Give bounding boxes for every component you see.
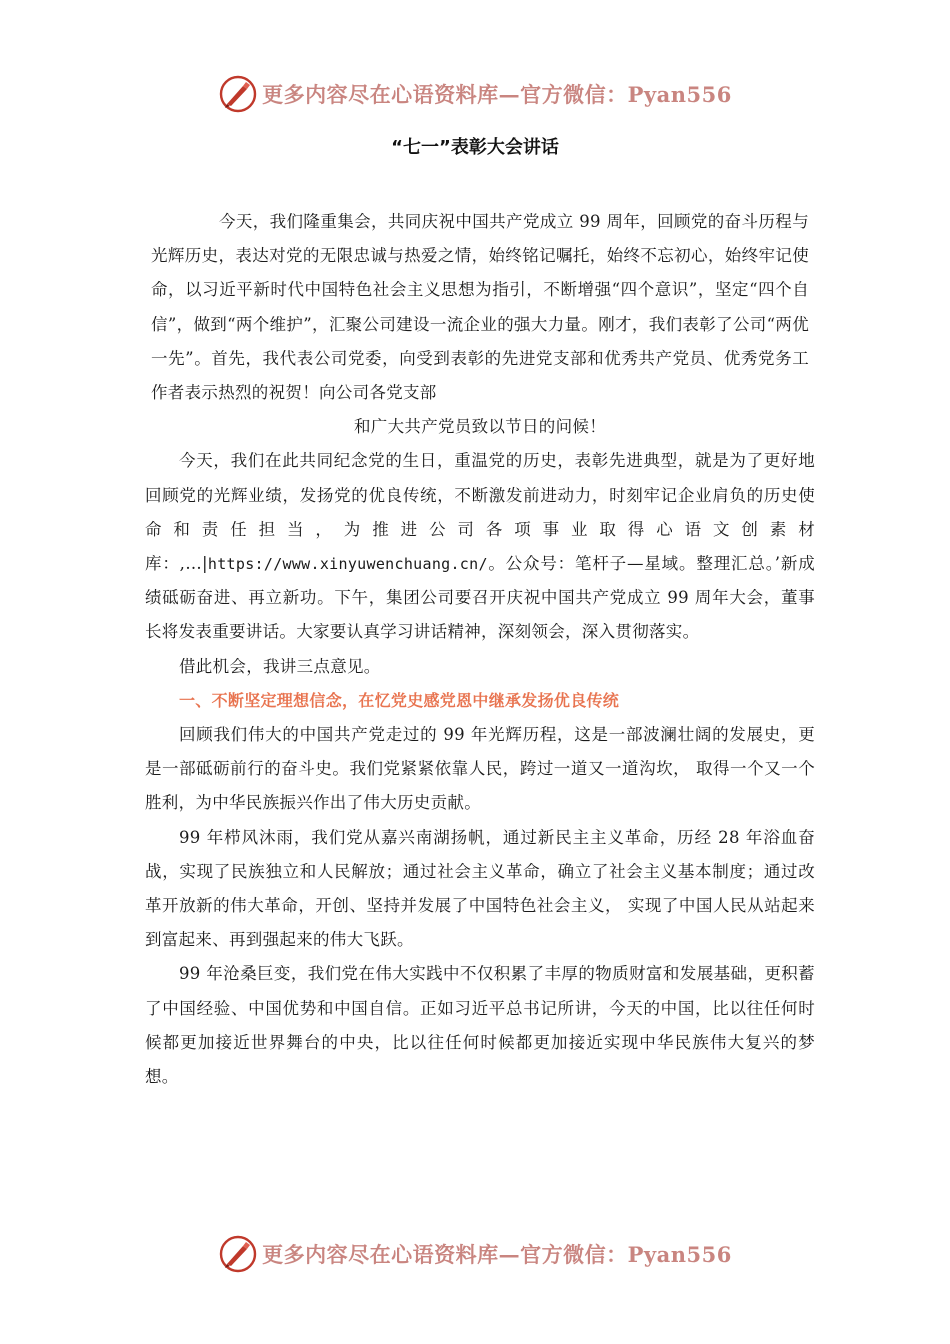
intro-last-line: 和广大共产党员致以节日的问候！ [354, 417, 606, 437]
pen-logo-icon [218, 74, 258, 114]
paragraph-history: 回顾我们伟大的中国共产党走过的 99 年光辉历程，这是一部波澜壮阔的发展史，更是一部砥砺前行的奋斗史。我们党紧紧依靠人民，跨过一道又一道沟坎， 取得一个又一个胜利，为中华民族振兴作出了伟大历史贡献。 [145, 725, 815, 813]
paragraph-text: 。公众号：笔杆子—星域。整理汇总。’新成绩砥砺奋进、再立新功。下午，集团公司要召开庆祝中国共产党成立 99 周年大会，董事长将发表重要讲话。大家要认真学习讲话精神，深刻领会，深入贯彻落实。 [145, 554, 815, 642]
footer-banner-text: 更多内容尽在心语资料库—官方微信：Pyan556 [262, 1242, 732, 1267]
paragraph-text: 今天，我们在此共同纪念党的生日，重温党的历史，表彰先进典型，就是为了更好地回顾党的光辉业绩，发扬党的优良传统，不断激发前进动力，时刻牢记企业肩负的历史使命和责任担当，为推进公司各项事业取得心语文创素材库：,…| [145, 451, 815, 574]
website-url: https://www.xinyuwenchuang.cn/ [207, 555, 488, 574]
document-body [145, 205, 815, 1094]
intro-paragraph: 今天，我们隆重集会，共同庆祝中国共产党成立 99 周年，回顾党的奋斗历程与光辉历史，表达对党的无限忠诚与热爱之情，始终铭记嘱托，始终不忘初心，始终牢记使命，以习近平新时代中国特色社会主义思想为指引，不断增强“四个意识”，坚定“四个自信”，做到“两个维护”，汇聚公司建设一流企业的强大力量。刚才，我们表彰了公司“两优一先”。首先，我代表公司党委，向受到表彰的先进党支部和优秀共产党员、优秀党务工作者表示热烈的祝贺！向公司各党支部 [151, 212, 809, 403]
pen-logo-icon [218, 1234, 258, 1274]
header-banner [0, 72, 950, 116]
paragraph-three-points: 借此机会，我讲三点意见。 [179, 656, 381, 676]
paragraph-revolution: 99 年栉风沐雨，我们党从嘉兴南湖扬帆，通过新民主主义革命，历经 28 年浴血奋战，实现了民族独立和人民解放；通过社会主义革命，确立了社会主义基本制度；通过改革开放新的伟大革命，开创、坚持并发展了中国特色社会主义， 实现了中国人民从站起来到富起来、再到强起来的伟大飞跃。 [145, 827, 815, 950]
section-heading-1: 一、不断坚定理想信念，在忆党史感党恩中继承发扬优良传统 [179, 690, 620, 710]
paragraph-achievements: 99 年沧桑巨变，我们党在伟大实践中不仅积累了丰厚的物质财富和发展基础，更积蓄了中国经验、中国优势和中国自信。正如习近平总书记所讲，今天的中国，比以往任何时候都更加接近世界舞台的中央，比以往任何时候都更加接近实现中华民族伟大复兴的梦想。 [145, 964, 815, 1087]
footer-banner [0, 1232, 950, 1276]
paragraph-commemoration [145, 444, 815, 649]
document-title: “七一”表彰大会讲话 [391, 137, 559, 158]
header-banner-text: 更多内容尽在心语资料库—官方微信：Pyan556 [262, 82, 732, 107]
